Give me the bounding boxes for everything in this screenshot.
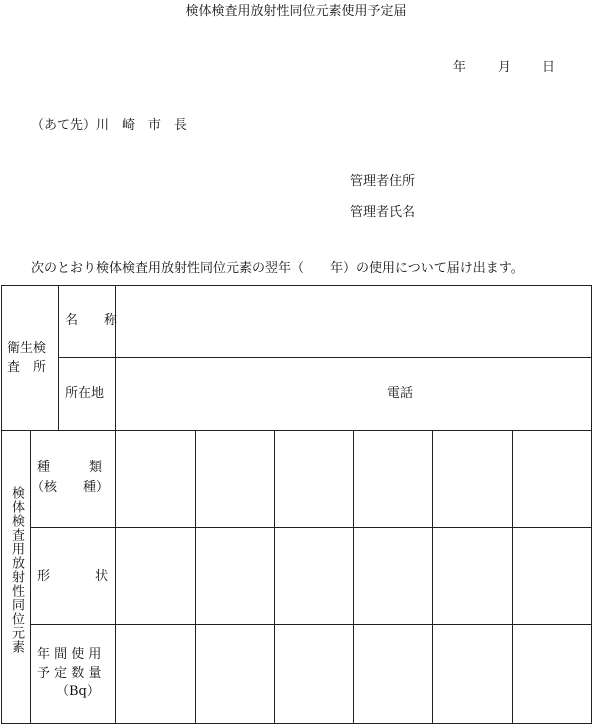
form-row-divider [30,624,592,625]
table-left-border [1,285,2,724]
data-column-divider-1 [195,430,196,724]
type-label-line1: 種 類 [37,460,103,475]
section-divider [1,430,592,431]
form-label-right: 状 [95,569,109,584]
date-year-label: 年 [453,60,467,75]
type-label-line2: （核 種） [31,480,110,495]
lab-name-label: 名 称 [65,313,118,328]
manager-name-label: 管理者氏名 [350,205,416,220]
statement-text: 次のとおり検体検査用放射性同位元素の翌年（ 年）の使用について届け出ます。 [31,261,524,276]
usage-label-line1: 年 間 使 用 [37,647,102,662]
form-table [1,285,592,724]
lab-section-label-line2: 査 所 [7,360,47,375]
date-month-label: 月 [498,60,512,75]
data-column-divider-3 [353,430,354,724]
data-column-divider-4 [432,430,433,724]
date-day-label: 日 [542,60,556,75]
form-label-left: 形 [37,569,51,584]
addressee: （あて先）川 崎 市 長 [31,118,188,133]
isotope-section-label: 検体検査用放射性同位元素 [9,486,24,654]
type-row-divider [30,527,592,528]
lab-section-label-line1: 衛生検 [7,341,47,356]
table-top-border [1,285,592,286]
form-title: 検体検査用放射性同位元素使用予定届 [185,4,407,19]
usage-label-line2: 予 定 数 量 [37,666,102,681]
isotope-label-divider [30,430,31,724]
label-column-divider [115,285,116,724]
data-column-divider-5 [512,430,513,724]
data-column-divider-2 [274,430,275,724]
manager-address-label: 管理者住所 [350,174,416,189]
lab-name-divider [58,357,592,358]
usage-label-line3: （Bq） [56,684,100,699]
lab-location-label: 所在地 [65,386,105,401]
lab-phone-label: 電話 [387,386,414,401]
